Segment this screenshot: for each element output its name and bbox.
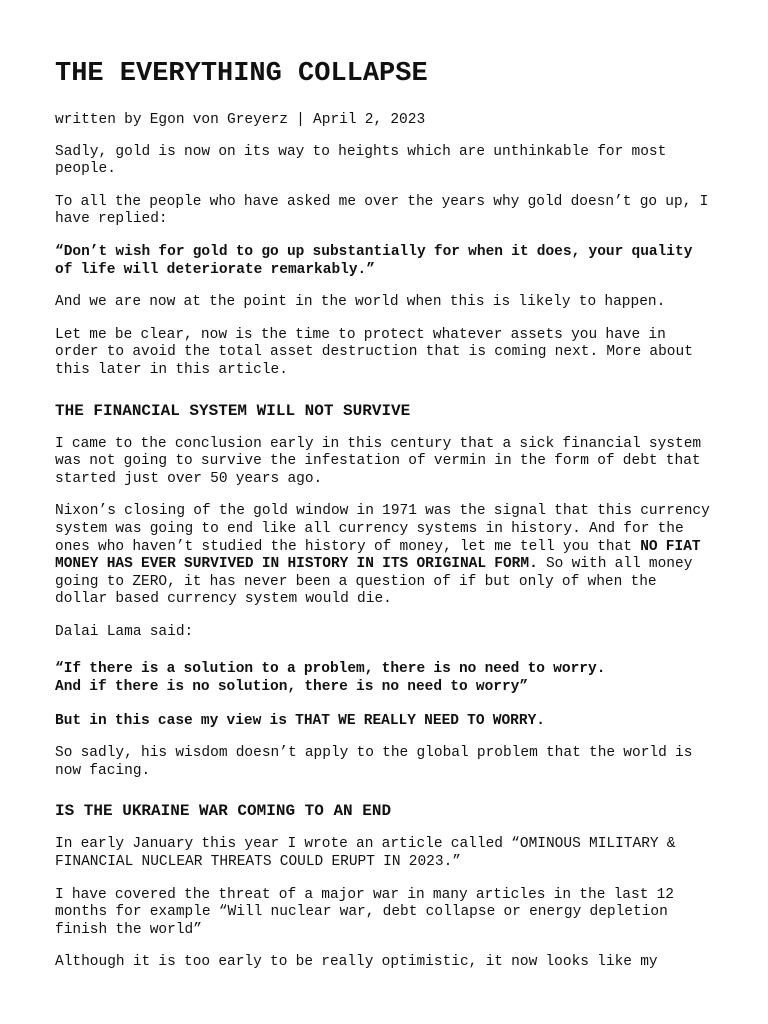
section-heading-ukraine-war: IS THE UKRAINE WAR COMING TO AN END (55, 802, 392, 821)
paragraph-7: Dalai Lama said: (55, 623, 194, 640)
article-byline: written by Egon von Greyerz | April 2, 2023 (55, 112, 426, 128)
paragraph-6 (55, 503, 714, 609)
paragraph-12: Although it is too early to be really optimistic, it now looks like my (55, 954, 658, 971)
paragraph-8: But in this case my view is THAT WE REALLY NEED TO WORRY. (55, 712, 545, 729)
paragraph-1: Sadly, gold is now on its way to heights which are unthinkable for most people. (55, 143, 667, 178)
paragraph-6-end: So with all money going to ZERO, it has never been a question of if but only of when the dollar based currency system would die. (55, 556, 693, 608)
paragraph-9: So sadly, his wisdom doesn’t apply to the global problem that the world is now facing. (55, 745, 693, 779)
paragraph-6-emphasis: NO FIAT MONEY HAS EVER SURVIVED IN HISTORY IN ITS ORIGINAL FORM. (55, 538, 701, 573)
paragraph-5: I came to the conclusion early in this century that a sick financial system was not going to survive the infestation of vermin in the form of debt that started just over 50 years ago. (55, 435, 702, 487)
dalai-lama-quote (55, 661, 714, 696)
article-title: THE EVERYTHING COLLAPSE (55, 59, 428, 89)
paragraph-4: Let me be clear, now is the time to protect whatever assets you have in order to avoid the total asset destruction that is coming next. More about this later in this article. (55, 326, 693, 378)
dalai-quote-line-1: “If there is a solution to a problem, there is no need to worry. (55, 661, 606, 678)
paragraph-10: In early January this year I wrote an article called “OMINOUS MILITARY & FINANCIAL NUCLEAR THREATS COULD ERUPT IN 2023.” (55, 836, 676, 871)
paragraph-3: And we are now at the point in the world when this is likely to happen. (55, 294, 666, 311)
paragraph-11: I have covered the threat of a major war in many articles in the last 12 months for example “Will nuclear war, debt collapse or energy depletion finish the world” (55, 886, 675, 938)
dalai-quote-line-2: And if there is no solution, there is no need to worry” (55, 679, 529, 696)
paragraph-6-start: Nixon’s closing of the gold window in 1971 was the signal that this currency system was going to end like all currency systems in history. And for the ones who haven’t studied the history of money, let me tell you that (55, 503, 710, 555)
section-heading-financial-system: THE FINANCIAL SYSTEM WILL NOT SURVIVE (55, 401, 411, 420)
gold-quote: “Don’t wish for gold to go up substantially for when it does, your quality of life will deteriorate remarkably.” (55, 243, 693, 278)
paragraph-2: To all the people who have asked me over the years why gold doesn’t go up, I have replied: (55, 193, 709, 228)
